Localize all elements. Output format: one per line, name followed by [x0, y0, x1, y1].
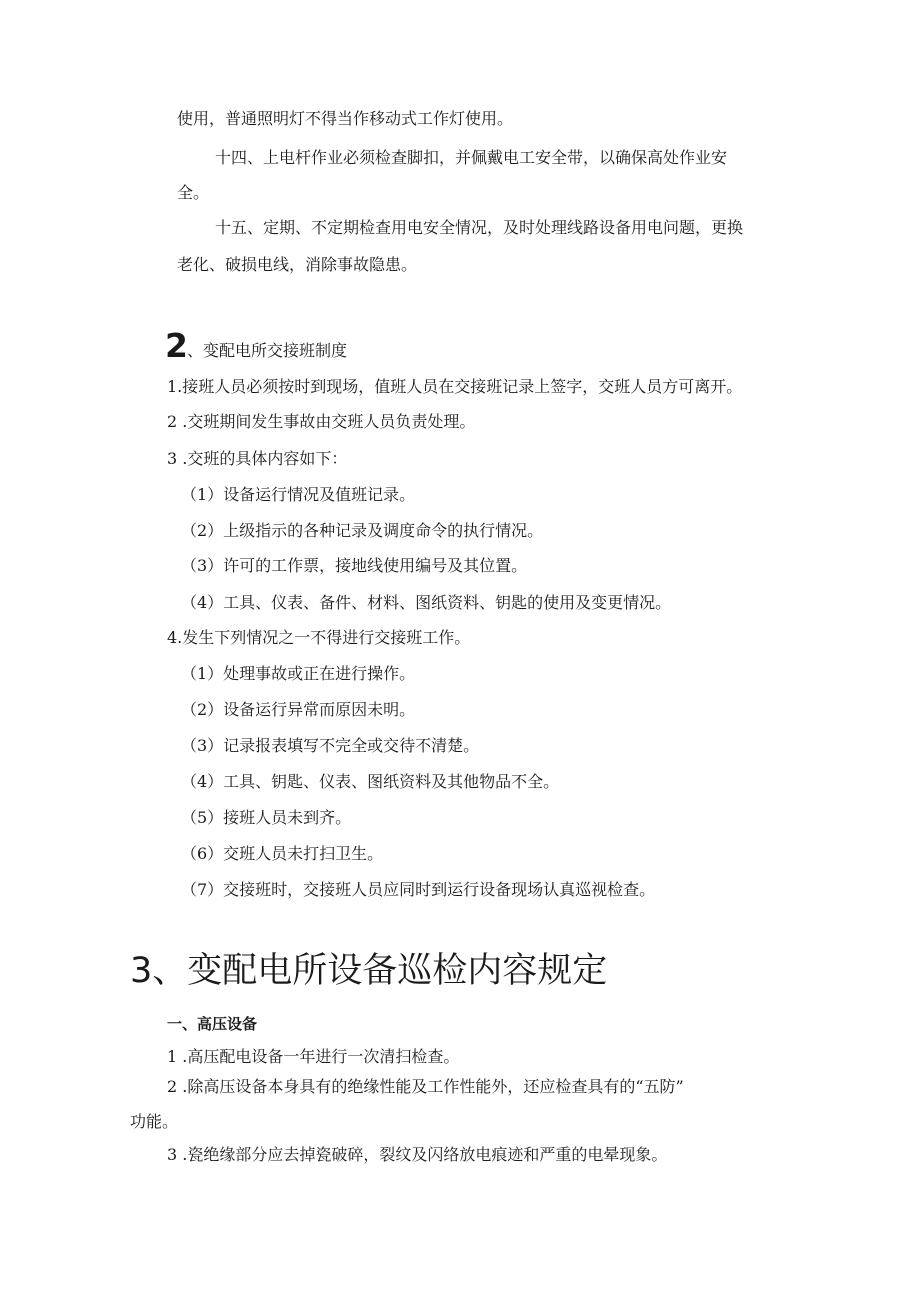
section-2-item: 2 .交班期间发生事故由交班人员负责处理。: [167, 412, 476, 431]
item-15-line-2: 老化、破损电线，消除事故隐患。: [177, 255, 418, 274]
section-3-item: 2 .除高压设备本身具有的绝缘性能及工作性能外，还应检查具有的“五防”: [167, 1077, 684, 1096]
section-2-subitem: （2）上级指示的各种记录及调度命令的执行情况。: [181, 521, 544, 540]
section-3-subheading: 一、高压设备: [167, 1015, 258, 1033]
section-2-subitem: （6）交班人员未打扫卫生。: [181, 844, 384, 863]
section-2-subitem: （3）记录报表填写不完全或交待不清楚。: [181, 736, 480, 755]
section-3-item: 3 .瓷绝缘部分应去掉瓷破碎，裂纹及闪络放电痕迹和严重的电晕现象。: [167, 1145, 668, 1164]
section-2-subitem: （4）工具、钥匙、仪表、图纸资料及其他物品不全。: [181, 772, 560, 791]
section-2-number: 2: [165, 326, 188, 365]
section-2-subitem: （2）设备运行异常而原因未明。: [181, 700, 416, 719]
section-2-subitem: （1）设备运行情况及值班记录。: [181, 485, 416, 504]
section-3-item-continuation: 功能。: [130, 1112, 179, 1131]
section-2-title: 、变配电所交接班制度: [187, 341, 348, 360]
section-2-item: 3 .交班的具体内容如下：: [167, 449, 348, 468]
continuation-line-1: 使用，普通照明灯不得当作移动式工作灯使用。: [177, 109, 514, 128]
section-3-title: 3、变配电所设备巡检内容规定: [130, 951, 608, 991]
section-3-item: 1 .高压配电设备一年进行一次清扫检查。: [167, 1047, 460, 1066]
item-15-line-1: 十五、定期、不定期检查用电安全情况，及时处理线路设备用电问题，更换: [215, 218, 744, 237]
section-2-subitem: （4）工具、仪表、备件、材料、图纸资料、钥匙的使用及变更情况。: [181, 593, 672, 612]
item-14-line-1: 十四、上电杆作业必须检查脚扣，并佩戴电工安全带，以确保高处作业安: [215, 148, 728, 167]
section-2-subitem: （5）接班人员未到齐。: [181, 808, 352, 827]
section-2-item: 1.接班人员必须按时到现场，值班人员在交接班记录上签字，交班人员方可离开。: [167, 377, 743, 396]
section-2-subitem: （3）许可的工作票，接地线使用编号及其位置。: [181, 556, 528, 575]
section-2-subitem: （1）处理事故或正在进行操作。: [181, 664, 416, 683]
section-2-item: 4.发生下列情况之一不得进行交接班工作。: [167, 628, 471, 647]
section-2-subitem: （7）交接班时，交接班人员应同时到运行设备现场认真巡视检查。: [181, 880, 656, 899]
item-14-line-2: 全。: [177, 183, 210, 202]
